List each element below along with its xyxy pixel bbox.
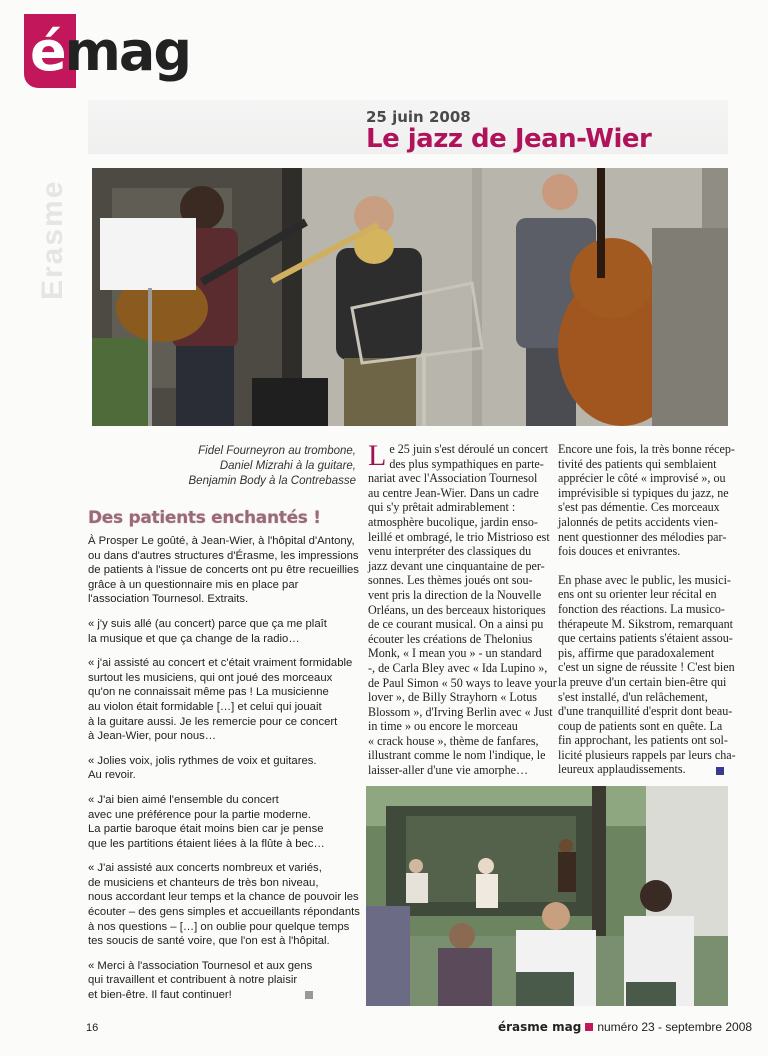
text-line: vent pris la direction de la Nouvelle — [368, 587, 542, 602]
text-line: Monk, « I mean you » - un standard — [368, 646, 542, 661]
quote-line: qui travaillent et contribuent à notre plaisir — [88, 974, 298, 987]
text-line: la preuve d'un certain bien-être qui — [558, 674, 727, 689]
article-title: Le jazz de Jean-Wier — [366, 124, 652, 154]
text-line: écouter les créations de Thelonius — [368, 631, 533, 646]
quote-block — [88, 861, 358, 949]
text-line: jazz devant une cinquantaine de per- — [368, 558, 545, 573]
sidebar-heading: Des patients enchantés ! — [88, 508, 321, 528]
logo-e: é — [30, 20, 65, 83]
quote-line: surtout les musiciens, qui ont joué des morceaux — [88, 671, 333, 684]
quote-line: « Jolies voix, jolis rythmes de voix et guitares. — [88, 754, 317, 767]
quote-block — [88, 754, 358, 783]
photo-caption — [160, 444, 356, 489]
text-line: ou dans d'autres structures d'Érasme, les impressions — [88, 549, 359, 562]
text-line: qui s'y prêtait admirablement : — [368, 500, 516, 515]
footer-brand: érasme mag — [498, 1020, 582, 1034]
text-line: c'est un signe de réussite ! C'est bien — [558, 660, 735, 675]
page-number: 16 — [86, 1022, 99, 1034]
text-line: illustrant comme le nom l'indique, le — [368, 748, 546, 763]
quote-block — [88, 959, 358, 1003]
caption-line: Daniel Mizrahi à la guitare, — [219, 460, 356, 472]
quote-line: avec une préférence pour la partie moderne. — [88, 808, 311, 821]
text-line: grâce à un questionnaire mis en place par — [88, 578, 299, 591]
text-line: fin approchant, les patients ont sol- — [558, 733, 728, 748]
footer-issue — [498, 1020, 752, 1034]
side-section-label: Erasme — [36, 179, 69, 300]
text-line: de Paul Simon « 50 ways to leave your — [368, 675, 557, 690]
text-line: s'est installé, d'un relâchement, — [558, 689, 708, 704]
text-line: s'est pas démentie. Ces morceaux — [558, 500, 720, 515]
concert-photo — [92, 168, 728, 426]
quote-line: écouter – des gens simples et accueillants répondants — [88, 906, 360, 919]
text-line: in time » ou encore le morceau — [368, 719, 518, 734]
quote-line: que les partitions étaient liées à la flûte à bec… — [88, 837, 325, 850]
quote-line: la musique et que ça change de la radio… — [88, 632, 300, 645]
quote-line: qu'on ne connaissait même pas ! La musicienne — [88, 686, 329, 699]
quote-line: nous accordant leur temps et la chance de pouvoir les — [88, 891, 359, 904]
quote-block — [88, 656, 358, 744]
text-line: leillé et ombragé, le trio Mistrioso est — [368, 529, 550, 544]
quote-line: « j'y suis allé (au concert) parce que ça me plaît — [88, 617, 327, 630]
audience-photo — [366, 786, 728, 1006]
footer-issue-text: numéro 23 - septembre 2008 — [597, 1020, 753, 1034]
quote-line: La partie baroque était moins bien car je pense — [88, 823, 324, 836]
article-column-2 — [558, 442, 736, 777]
text-line: Blossom », d'Irving Berlin avec « Just — [368, 704, 553, 719]
text-line: au centre Jean-Wier. Dans un cadre — [368, 485, 539, 500]
footer-separator — [585, 1023, 593, 1031]
text-line: e 25 juin s'est déroulé un concert — [389, 442, 549, 456]
caption-line: Fidel Fourneyron au trombone, — [198, 445, 356, 457]
text-line: Encore une fois, la très bonne récep- — [558, 442, 735, 456]
quote-line: à Jean-Wier, pour nous… — [88, 730, 217, 743]
text-line: tivité des patients qui semblaient — [558, 456, 717, 471]
text-line: lover », de Billy Strayhorn « Lotus — [368, 690, 537, 705]
text-line: d'une tranquillité d'esprit dont beau- — [558, 704, 733, 719]
concert-photo-illustration — [92, 168, 728, 426]
quote-line: et bien-être. Il faut continuer! — [88, 989, 232, 1002]
text-line: des plus sympathiques en parte- — [389, 456, 544, 471]
text-line: « crack house », thème de fanfares, — [368, 733, 539, 748]
text-line: nariat avec l'Association Tournesol — [368, 471, 538, 486]
text-line: En phase avec le public, les musici- — [558, 572, 731, 587]
logo-mag: mag — [64, 20, 190, 83]
text-line: de patients à l'issue de concerts ont pu être recueillies — [88, 564, 359, 577]
text-line: imprévisible si typiques du jazz, ne — [558, 485, 729, 500]
quote-line: tes soucis de santé voire, que l'on est à l'hôpital. — [88, 935, 330, 948]
text-line: nent questionner des mélodies par- — [558, 529, 727, 544]
text-line: leureux applaudissements. — [558, 762, 686, 777]
text-line: jalonnés de petits accidents vien- — [558, 514, 718, 529]
quote-block — [88, 617, 358, 646]
text-line: ens ont su orienter leur récital en — [558, 587, 717, 602]
sidebar-intro — [88, 534, 358, 607]
quote-line: à la guitare aussi. Je les remercie pour ce concert — [88, 715, 338, 728]
text-line: apprécier le côté « improvisé », ou — [558, 471, 726, 486]
text-line: À Prosper Le goûté, à Jean-Wier, à l'hôpital d'Antony, — [88, 535, 355, 547]
sidebar-column — [88, 534, 358, 1013]
drop-cap: L — [368, 439, 387, 472]
text-line: de ce courant musical. On a ainsi pu — [368, 617, 544, 632]
text-line: coup de patients sont en quête. La — [558, 718, 723, 733]
paragraph-gap — [558, 559, 730, 573]
quote-line: à nos questions – […] on oublie pour quelque temps — [88, 920, 350, 933]
article-column-1 — [368, 439, 557, 778]
logo — [30, 22, 190, 82]
text-line: -, de Carla Bley avec « Ida Lupino », — [368, 660, 548, 675]
caption-line: Benjamin Body à la Contrebasse — [188, 475, 356, 487]
text-line: sonnes. Les thèmes joués ont sou- — [368, 573, 533, 588]
quote-line: « J'ai bien aimé l'ensemble du concert — [88, 793, 279, 806]
quote-line: Au revoir. — [88, 769, 136, 782]
end-of-sidebar-square — [305, 991, 313, 999]
text-line: licité plusieurs rappels par leurs cha- — [558, 747, 736, 762]
quote-line: de musiciens et chanteurs de très bon niveau, — [88, 876, 319, 889]
quote-line: au violon était formidable […] et celui qui jouait — [88, 700, 322, 713]
quote-block — [88, 793, 358, 851]
quote-line: « J'ai assisté aux concerts nombreux et variés, — [88, 862, 322, 875]
article-date: 25 juin 2008 — [366, 108, 471, 126]
quote-line: « j'ai assisté au concert et c'était vraiment formidable — [88, 657, 353, 670]
text-line: que certains patients s'étaient assou- — [558, 631, 733, 646]
text-line: pis, affirme que paradoxalement — [558, 645, 715, 660]
text-line: fonction des réactions. La musico- — [558, 601, 725, 616]
text-line: venu interpréter des classiques du — [368, 544, 532, 559]
text-line: l'association Tournesol. Extraits. — [88, 593, 249, 606]
text-line: laisser-aller d'une vie amorphe… — [368, 763, 529, 778]
text-line: thérapeute M. Sikstrom, remarquant — [558, 616, 733, 631]
text-line: atmosphère bucolique, jardin enso- — [368, 514, 538, 529]
text-line: Orléans, un des berceaux historiques — [368, 602, 546, 617]
audience-photo-illustration — [366, 786, 728, 1006]
text-line: fois douces et enivrantes. — [558, 544, 681, 559]
end-of-article-square — [716, 767, 724, 775]
quote-line: « Merci à l'association Tournesol et aux gens — [88, 959, 313, 972]
